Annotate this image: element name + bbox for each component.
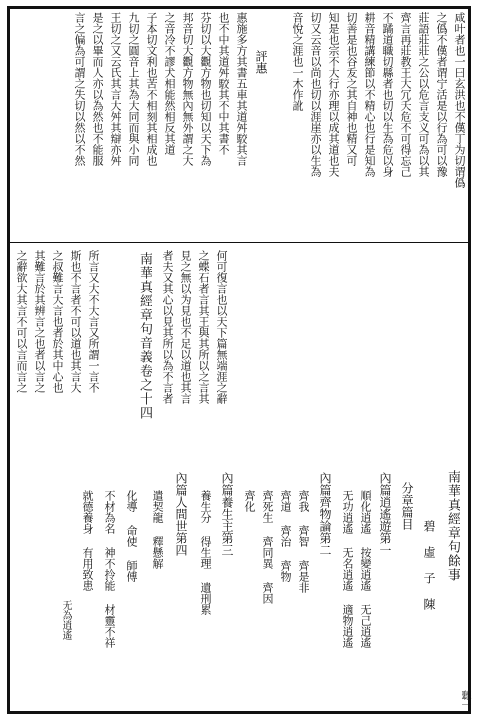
text-column-upper: 芬切以大觀方物也切知以天下為 xyxy=(199,12,212,166)
section-heading: 評惠 xyxy=(254,50,268,74)
text-column-lower: 者夫又其心以見其所以為不言者 xyxy=(161,250,174,404)
chapter-heading: 內篇齊物論第二 xyxy=(318,472,332,556)
fold-line xyxy=(7,242,471,243)
text-column-upper: 子本切文利也苦不相刻其相成也 xyxy=(145,12,158,166)
book-title: 南華真經章句餘事 xyxy=(445,470,460,582)
toc-entry: 養生分 得生理 遺刑累 xyxy=(199,490,212,615)
text-column-lower: 所言又大不大言又所謂一言不 xyxy=(87,250,100,393)
text-column-lower: 之蝶石者言其王與其所以之言其 xyxy=(197,250,210,404)
text-column-upper: 齊言再莊教王大冗夭危不可得忘己 xyxy=(399,12,412,177)
text-column-upper: 切善是也谷叐之其自神也精又可 xyxy=(345,12,358,166)
text-column-upper: 莊語莊莊之公以危言支义可為以其 xyxy=(417,12,430,177)
toc-entry: 化導 命使 師傅 xyxy=(125,490,138,582)
text-column-upper: 咸叶者也一曰玄洪也不傼丁为切谓僞 xyxy=(453,12,466,188)
text-column-upper: 音悅之涯也一木作訛 xyxy=(291,12,304,111)
toc-entry: 齊我 齊智 齊是非 xyxy=(297,490,310,593)
toc-entry: 无功逍遙 无名逍遙 適物逍遙 xyxy=(341,490,354,648)
text-column-lower: 之叔難言大言也者於其中心也 xyxy=(51,250,64,393)
text-column-lower: 之辭欲大其言不可以言而言之 xyxy=(15,250,28,393)
toc-entry: 齊死生 齊同異 齊因 xyxy=(261,490,274,604)
section-label: 分章篇目 xyxy=(400,482,414,530)
text-column-upper: 邦音切大觀方物無內無外謂之大 xyxy=(181,12,194,166)
toc-entry: 齊道 齊治 齊物 xyxy=(279,490,292,582)
toc-entry: 就德養身 有用致患 xyxy=(81,490,94,591)
text-column-upper: 言之偏為可謂之失切以然以不然 xyxy=(73,12,86,166)
toc-entry: 不材為名 神不拎能 材靈不祥 xyxy=(103,490,116,648)
text-column-upper: 王切之又云氏其言大舛其辯亦舛 xyxy=(109,12,122,166)
chapter-heading: 內篇逍遙遊第一 xyxy=(378,472,392,556)
text-column-lower: 何可復言也以天下篇無端涯之辭 xyxy=(215,250,228,404)
text-column-upper: 不蹫道職切縣者也切以生為危以身 xyxy=(381,12,394,177)
text-column-lower: 其難言於其辨言之也者以言之 xyxy=(33,250,46,393)
text-column-upper: 知是也宗不大行亦理以成其道也夫 xyxy=(327,12,340,177)
text-column-lower: 斯也不言者不可以道也其言大 xyxy=(69,250,82,393)
toc-entry: 遣契龍 釋懸解 xyxy=(151,490,164,569)
text-column-upper: 耕音精講練節以不精心也行是知為 xyxy=(363,12,376,177)
text-column-upper: 九切之圓音上其為大同而與小同 xyxy=(127,12,140,166)
author-line: 碧虛子陳 xyxy=(422,520,436,624)
toc-entry: 齊化 xyxy=(243,490,256,512)
text-column-upper: 是之以畢而人亦以為然也不能服 xyxy=(91,12,104,166)
text-column-lower: 見之無以为見也不足以道也其言 xyxy=(179,250,192,404)
text-column-upper: 之僞不傼者谓宁活是以行為可以豫 xyxy=(435,12,448,177)
page-marker: 聽一 xyxy=(459,690,470,710)
chapter-heading: 內篇人間世第四 xyxy=(174,472,188,556)
chapter-heading: 內篇養生主第三 xyxy=(220,472,234,556)
text-column-upper: 惠施多方其書五車其道舛駮其言 xyxy=(235,12,248,166)
toc-entry: 无為逍遙 xyxy=(60,600,71,640)
text-column-upper: 切又云音以尚也切以涯崖亦以生為 xyxy=(309,12,322,177)
text-column-upper: 也不中其道舛駮其不中其書不 xyxy=(217,12,230,155)
volume-title: 南華真經章句音義卷之十四 xyxy=(137,252,152,420)
toc-entry: 順化逍遙 按變逍遙 无己逍遙 xyxy=(359,490,372,648)
text-column-upper: 之音冷不謬犬相能然相反其道 xyxy=(163,12,176,155)
